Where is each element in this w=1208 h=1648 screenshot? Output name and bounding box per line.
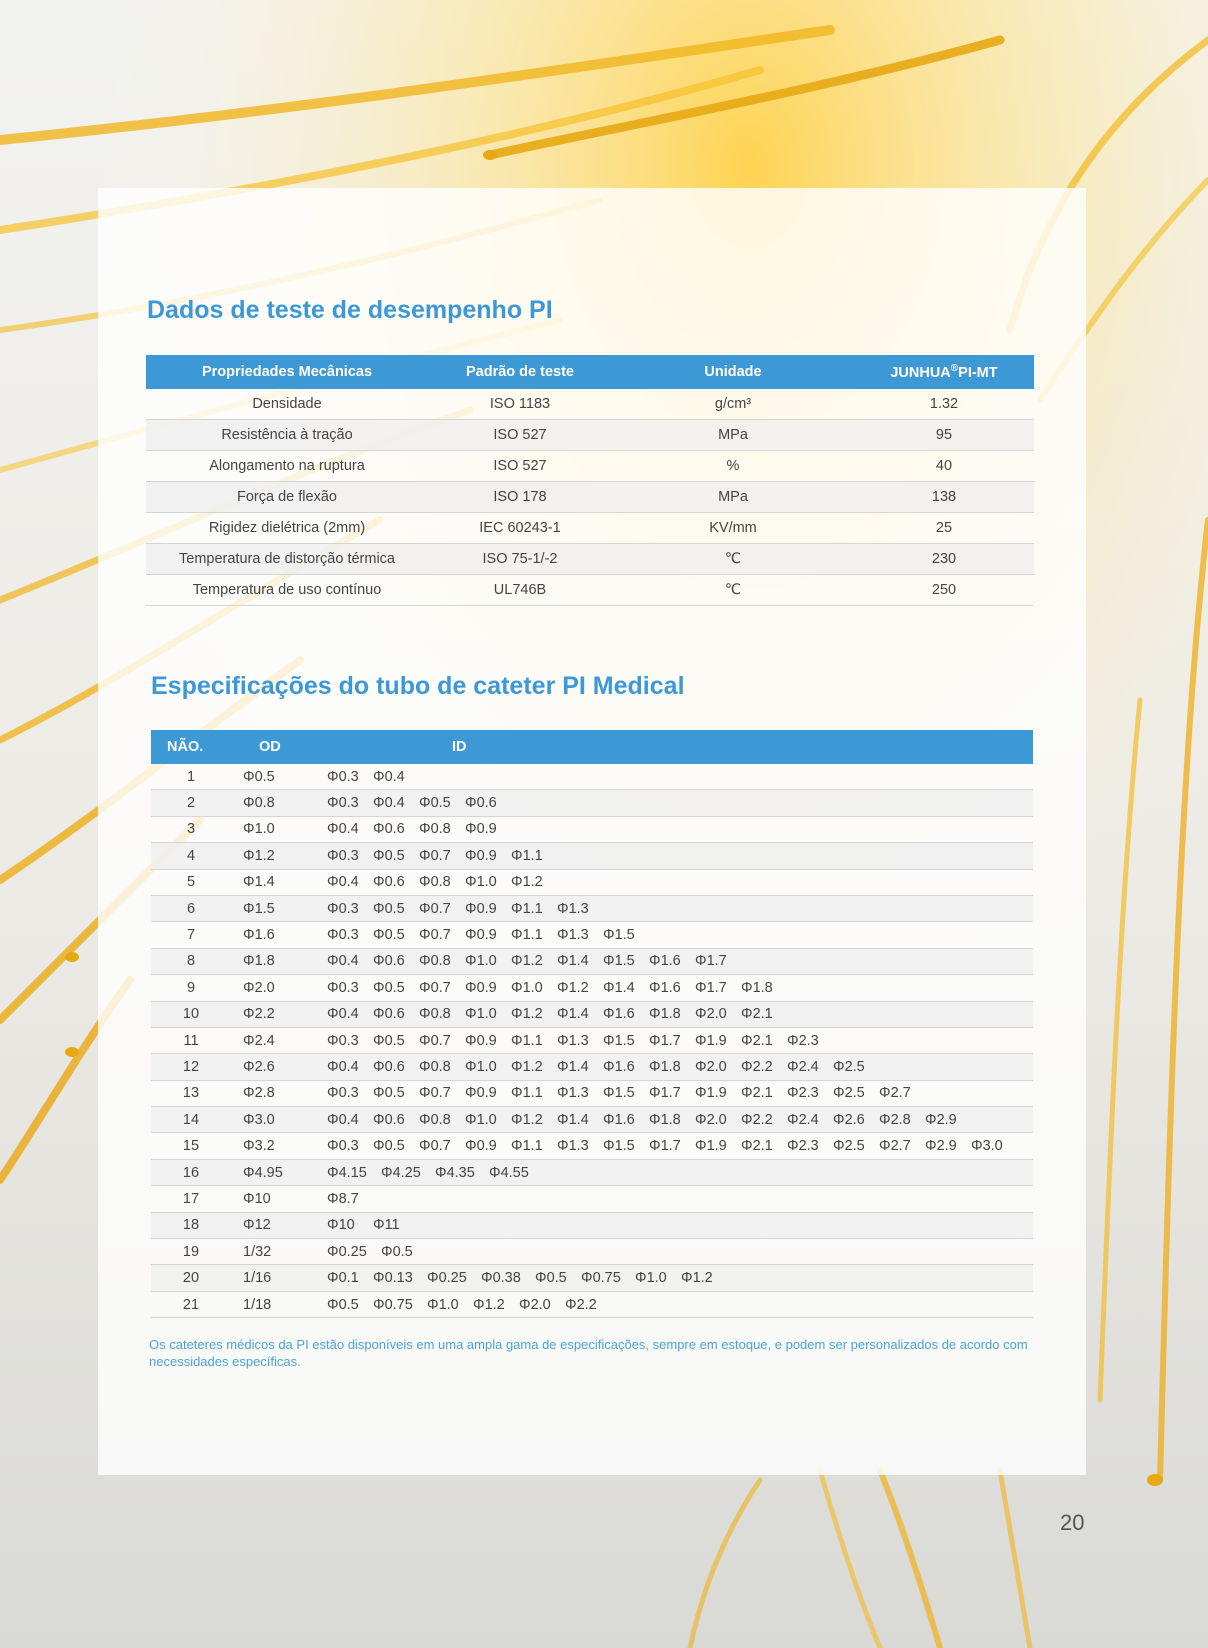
id-value: Φ2.6 [833, 1111, 865, 1128]
performance-cell-unit: % [612, 451, 854, 482]
header-property: Propriedades Mecânicas [146, 355, 428, 389]
id-value: Φ1.1 [511, 1138, 543, 1155]
performance-cell-unit: KV/mm [612, 513, 854, 544]
id-value: Φ0.3 [327, 847, 359, 864]
specs-row [151, 922, 1033, 948]
specs-cell-id [327, 790, 1033, 816]
id-value: Φ0.5 [535, 1270, 567, 1287]
performance-cell-unit: MPa [612, 420, 854, 451]
id-value: Φ0.3 [327, 795, 359, 812]
specs-cell-od: Φ2.8 [231, 1080, 327, 1106]
specs-cell-no: 14 [151, 1107, 231, 1133]
specs-row [151, 790, 1033, 816]
specs-cell-od: Φ3.2 [231, 1133, 327, 1159]
specs-cell-od: Φ1.5 [231, 895, 327, 921]
specs-cell-id [327, 1107, 1033, 1133]
id-value: Φ0.3 [327, 1138, 359, 1155]
id-value: Φ0.4 [327, 953, 359, 970]
specs-cell-id [327, 1054, 1033, 1080]
specs-cell-od: Φ2.0 [231, 975, 327, 1001]
specs-row [151, 1107, 1033, 1133]
specs-cell-id [327, 1239, 1033, 1265]
performance-cell-unit: g/cm³ [612, 389, 854, 420]
header-brand [854, 355, 1034, 389]
id-value: Φ1.8 [649, 1058, 681, 1075]
id-value: Φ1.0 [465, 953, 497, 970]
specs-row [151, 764, 1033, 790]
performance-header-row [146, 355, 1034, 389]
specs-cell-no: 9 [151, 975, 231, 1001]
specs-cell-no: 19 [151, 1239, 231, 1265]
specs-cell-no: 7 [151, 922, 231, 948]
performance-row [146, 389, 1034, 420]
specs-cell-no: 16 [151, 1159, 231, 1185]
id-value: Φ2.0 [695, 1058, 727, 1075]
id-value: Φ0.9 [465, 979, 497, 996]
specs-cell-od: Φ1.8 [231, 948, 327, 974]
id-value: Φ8.7 [327, 1190, 359, 1207]
id-value: Φ0.5 [373, 927, 405, 944]
brand-suffix: PI-MT [958, 364, 998, 381]
specs-title: Especificações do tubo de cateter PI Medical [151, 672, 685, 700]
id-value: Φ10 [327, 1217, 355, 1234]
id-value: Φ1.3 [557, 1032, 589, 1049]
catheter-specs-table [151, 730, 1033, 1318]
id-value: Φ0.4 [327, 1058, 359, 1075]
performance-cell-property: Rigidez dielétrica (2mm) [146, 513, 428, 544]
id-value: Φ1.2 [681, 1270, 713, 1287]
brand-name: JUNHUA [890, 364, 951, 381]
id-value: Φ2.0 [695, 1111, 727, 1128]
specs-row [151, 1239, 1033, 1265]
specs-cell-od: Φ2.6 [231, 1054, 327, 1080]
id-value: Φ0.5 [381, 1243, 413, 1260]
specs-row [151, 975, 1033, 1001]
specs-cell-id [327, 1133, 1033, 1159]
id-value: Φ1.4 [557, 1006, 589, 1023]
specs-cell-id [327, 1212, 1033, 1238]
id-value: Φ2.4 [787, 1058, 819, 1075]
id-value: Φ0.4 [327, 1006, 359, 1023]
specs-cell-id [327, 869, 1033, 895]
id-value: Φ2.2 [565, 1296, 597, 1313]
specs-cell-id [327, 922, 1033, 948]
id-value: Φ1.0 [465, 1006, 497, 1023]
id-value: Φ1.7 [649, 1085, 681, 1102]
id-value: Φ0.4 [327, 874, 359, 891]
performance-cell-unit: ℃ [612, 575, 854, 606]
id-value: Φ1.6 [603, 1006, 635, 1023]
specs-cell-od: Φ2.2 [231, 1001, 327, 1027]
id-value: Φ0.9 [465, 1032, 497, 1049]
id-value: Φ2.5 [833, 1085, 865, 1102]
id-value: Φ1.0 [465, 1111, 497, 1128]
id-value: Φ0.3 [327, 927, 359, 944]
id-value: Φ1.5 [603, 1138, 635, 1155]
specs-row [151, 948, 1033, 974]
specs-cell-id [327, 895, 1033, 921]
id-value: Φ2.8 [879, 1111, 911, 1128]
id-value: Φ2.7 [879, 1138, 911, 1155]
id-value: Φ1.9 [695, 1032, 727, 1049]
id-value: Φ1.2 [511, 1058, 543, 1075]
id-value: Φ4.35 [435, 1164, 475, 1181]
id-value: Φ0.5 [419, 795, 451, 812]
id-value: Φ1.6 [649, 979, 681, 996]
performance-cell-unit: ℃ [612, 544, 854, 575]
performance-cell-property: Temperatura de distorção térmica [146, 544, 428, 575]
id-value: Φ2.1 [741, 1032, 773, 1049]
performance-row [146, 482, 1034, 513]
id-value: Φ1.7 [695, 953, 727, 970]
performance-table [146, 355, 1034, 606]
availability-note: Os cateteres médicos da PI estão disponíveis em uma ampla gama de especificações, sempre em estoque, e podem ser personalizados de acordo com necessidades específicas. [149, 1337, 1028, 1369]
specs-row [151, 895, 1033, 921]
performance-row [146, 544, 1034, 575]
id-value: Φ0.8 [419, 1111, 451, 1128]
specs-row [151, 1133, 1033, 1159]
specs-cell-no: 13 [151, 1080, 231, 1106]
performance-cell-unit: MPa [612, 482, 854, 513]
performance-cell-property: Densidade [146, 389, 428, 420]
specs-cell-no: 6 [151, 895, 231, 921]
id-value: Φ1.2 [511, 1006, 543, 1023]
id-value: Φ0.7 [419, 927, 451, 944]
id-value: Φ0.9 [465, 847, 497, 864]
performance-row [146, 575, 1034, 606]
id-value: Φ1.2 [511, 1111, 543, 1128]
performance-cell-standard: ISO 527 [428, 420, 612, 451]
specs-header-row [151, 730, 1033, 764]
specs-row [151, 1212, 1033, 1238]
performance-cell-value: 1.32 [854, 389, 1034, 420]
specs-cell-no: 18 [151, 1212, 231, 1238]
id-value: Φ1.1 [511, 927, 543, 944]
id-value: Φ1.8 [741, 979, 773, 996]
specs-cell-od: Φ1.2 [231, 843, 327, 869]
specs-cell-od: Φ4.95 [231, 1159, 327, 1185]
id-value: Φ0.6 [373, 874, 405, 891]
id-value: Φ2.1 [741, 1006, 773, 1023]
id-value: Φ1.3 [557, 1085, 589, 1102]
id-value: Φ2.3 [787, 1085, 819, 1102]
id-value: Φ1.0 [465, 1058, 497, 1075]
performance-cell-standard: ISO 527 [428, 451, 612, 482]
id-value: Φ1.4 [557, 1058, 589, 1075]
id-value: Φ0.3 [327, 900, 359, 917]
id-value: Φ0.9 [465, 1138, 497, 1155]
id-value: Φ1.0 [635, 1270, 667, 1287]
id-value: Φ0.4 [327, 821, 359, 838]
header-id: ID [327, 730, 1033, 764]
specs-cell-od: Φ10 [231, 1186, 327, 1212]
id-value: Φ0.8 [419, 953, 451, 970]
id-value: Φ0.7 [419, 847, 451, 864]
header-standard: Padrão de teste [428, 355, 612, 389]
performance-cell-property: Força de flexão [146, 482, 428, 513]
id-value: Φ0.9 [465, 821, 497, 838]
id-value: Φ1.4 [603, 979, 635, 996]
specs-cell-id [327, 1186, 1033, 1212]
id-value: Φ0.6 [373, 821, 405, 838]
id-value: Φ4.25 [381, 1164, 421, 1181]
id-value: Φ0.5 [373, 1032, 405, 1049]
id-value: Φ2.5 [833, 1138, 865, 1155]
id-value: Φ2.1 [741, 1138, 773, 1155]
performance-cell-standard: UL746B [428, 575, 612, 606]
specs-cell-no: 10 [151, 1001, 231, 1027]
specs-row [151, 869, 1033, 895]
specs-cell-id [327, 1265, 1033, 1291]
id-value: Φ0.8 [419, 1058, 451, 1075]
id-value: Φ0.3 [327, 1032, 359, 1049]
id-value: Φ0.3 [327, 1085, 359, 1102]
id-value: Φ1.4 [557, 953, 589, 970]
id-value: Φ2.3 [787, 1138, 819, 1155]
specs-cell-id [327, 816, 1033, 842]
id-value: Φ1.5 [603, 1085, 635, 1102]
id-value: Φ0.25 [327, 1243, 367, 1260]
performance-title: Dados de teste de desempenho PI [147, 296, 553, 324]
specs-row [151, 1054, 1033, 1080]
id-value: Φ1.0 [427, 1296, 459, 1313]
id-value: Φ0.1 [327, 1270, 359, 1287]
id-value: Φ0.7 [419, 979, 451, 996]
specs-row [151, 1159, 1033, 1185]
id-value: Φ0.3 [327, 768, 359, 785]
specs-row [151, 816, 1033, 842]
id-value: Φ0.4 [373, 768, 405, 785]
id-value: Φ2.4 [787, 1111, 819, 1128]
performance-cell-value: 40 [854, 451, 1034, 482]
performance-cell-standard: ISO 75-1/-2 [428, 544, 612, 575]
id-value: Φ1.7 [649, 1032, 681, 1049]
id-value: Φ0.5 [373, 1138, 405, 1155]
id-value: Φ0.4 [373, 795, 405, 812]
id-value: Φ0.5 [373, 979, 405, 996]
id-value: Φ0.9 [465, 927, 497, 944]
id-value: Φ1.2 [473, 1296, 505, 1313]
specs-cell-od: Φ12 [231, 1212, 327, 1238]
specs-cell-id [327, 1159, 1033, 1185]
id-value: Φ0.8 [419, 1006, 451, 1023]
specs-cell-id [327, 843, 1033, 869]
specs-cell-od: Φ1.6 [231, 922, 327, 948]
id-value: Φ1.8 [649, 1111, 681, 1128]
specs-cell-no: 8 [151, 948, 231, 974]
id-value: Φ1.9 [695, 1138, 727, 1155]
id-value: Φ0.5 [373, 847, 405, 864]
specs-cell-od: 1/16 [231, 1265, 327, 1291]
id-value: Φ0.5 [373, 900, 405, 917]
id-value: Φ1.1 [511, 900, 543, 917]
performance-row [146, 451, 1034, 482]
id-value: Φ0.6 [373, 1006, 405, 1023]
id-value: Φ0.9 [465, 900, 497, 917]
id-value: Φ1.6 [603, 1058, 635, 1075]
specs-row [151, 1186, 1033, 1212]
performance-cell-property: Resistência à tração [146, 420, 428, 451]
performance-cell-property: Alongamento na ruptura [146, 451, 428, 482]
id-value: Φ0.7 [419, 1138, 451, 1155]
performance-cell-value: 138 [854, 482, 1034, 513]
page-number: 20 [1060, 1510, 1085, 1535]
id-value: Φ0.13 [373, 1270, 413, 1287]
id-value: Φ0.4 [327, 1111, 359, 1128]
specs-cell-od: Φ1.4 [231, 869, 327, 895]
id-value: Φ1.6 [603, 1111, 635, 1128]
id-value: Φ0.7 [419, 900, 451, 917]
id-value: Φ1.4 [557, 1111, 589, 1128]
id-value: Φ1.2 [511, 953, 543, 970]
id-value: Φ2.5 [833, 1058, 865, 1075]
specs-cell-od: Φ3.0 [231, 1107, 327, 1133]
performance-cell-value: 230 [854, 544, 1034, 575]
id-value: Φ0.3 [327, 979, 359, 996]
specs-row [151, 1291, 1033, 1317]
id-value: Φ1.8 [649, 1006, 681, 1023]
id-value: Φ1.2 [557, 979, 589, 996]
performance-cell-value: 250 [854, 575, 1034, 606]
performance-cell-standard: ISO 1183 [428, 389, 612, 420]
performance-cell-standard: ISO 178 [428, 482, 612, 513]
id-value: Φ2.9 [925, 1111, 957, 1128]
specs-cell-od: 1/32 [231, 1239, 327, 1265]
id-value: Φ2.0 [695, 1006, 727, 1023]
specs-cell-no: 4 [151, 843, 231, 869]
id-value: Φ2.9 [925, 1138, 957, 1155]
performance-cell-property: Temperatura de uso contínuo [146, 575, 428, 606]
specs-cell-id [327, 1001, 1033, 1027]
specs-row [151, 1265, 1033, 1291]
id-value: Φ2.2 [741, 1058, 773, 1075]
id-value: Φ1.2 [511, 874, 543, 891]
id-value: Φ1.6 [649, 953, 681, 970]
id-value: Φ1.3 [557, 900, 589, 917]
id-value: Φ1.5 [603, 1032, 635, 1049]
id-value: Φ0.9 [465, 1085, 497, 1102]
specs-cell-od: Φ0.8 [231, 790, 327, 816]
id-value: Φ0.5 [373, 1085, 405, 1102]
specs-cell-no: 21 [151, 1291, 231, 1317]
specs-cell-id [327, 975, 1033, 1001]
id-value: Φ1.3 [557, 927, 589, 944]
specs-cell-od: Φ2.4 [231, 1027, 327, 1053]
specs-row [151, 1080, 1033, 1106]
id-value: Φ0.38 [481, 1270, 521, 1287]
id-value: Φ1.5 [603, 953, 635, 970]
id-value: Φ0.75 [581, 1270, 621, 1287]
specs-cell-id [327, 764, 1033, 790]
specs-row [151, 843, 1033, 869]
id-value: Φ1.1 [511, 1032, 543, 1049]
performance-row [146, 513, 1034, 544]
specs-cell-id [327, 1027, 1033, 1053]
id-value: Φ1.5 [603, 927, 635, 944]
id-value: Φ1.0 [511, 979, 543, 996]
id-value: Φ1.1 [511, 847, 543, 864]
id-value: Φ1.3 [557, 1138, 589, 1155]
header-unit: Unidade [612, 355, 854, 389]
id-value: Φ0.6 [373, 1111, 405, 1128]
id-value: Φ2.0 [519, 1296, 551, 1313]
id-value: Φ2.7 [879, 1085, 911, 1102]
specs-cell-no: 17 [151, 1186, 231, 1212]
specs-cell-no: 20 [151, 1265, 231, 1291]
specs-cell-od: Φ1.0 [231, 816, 327, 842]
id-value: Φ4.15 [327, 1164, 367, 1181]
header-no: NÃO. [151, 730, 231, 764]
specs-cell-no: 1 [151, 764, 231, 790]
specs-cell-no: 2 [151, 790, 231, 816]
performance-row [146, 420, 1034, 451]
id-value: Φ2.3 [787, 1032, 819, 1049]
specs-cell-no: 3 [151, 816, 231, 842]
id-value: Φ2.2 [741, 1111, 773, 1128]
id-value: Φ0.5 [327, 1296, 359, 1313]
id-value: Φ1.9 [695, 1085, 727, 1102]
specs-row [151, 1001, 1033, 1027]
id-value: Φ1.1 [511, 1085, 543, 1102]
id-value: Φ1.0 [465, 874, 497, 891]
specs-cell-no: 5 [151, 869, 231, 895]
id-value: Φ4.55 [489, 1164, 529, 1181]
specs-cell-od: Φ0.5 [231, 764, 327, 790]
id-value: Φ0.8 [419, 821, 451, 838]
id-value: Φ1.7 [649, 1138, 681, 1155]
id-value: Φ11 [373, 1217, 400, 1234]
performance-cell-value: 25 [854, 513, 1034, 544]
specs-cell-id [327, 1080, 1033, 1106]
specs-cell-no: 12 [151, 1054, 231, 1080]
specs-cell-no: 11 [151, 1027, 231, 1053]
header-od: OD [231, 730, 327, 764]
id-value: Φ2.1 [741, 1085, 773, 1102]
specs-cell-id [327, 1291, 1033, 1317]
id-value: Φ0.7 [419, 1032, 451, 1049]
id-value: Φ0.8 [419, 874, 451, 891]
performance-cell-standard: IEC 60243-1 [428, 513, 612, 544]
id-value: Φ0.75 [373, 1296, 413, 1313]
id-value: Φ0.6 [373, 953, 405, 970]
id-value: Φ0.7 [419, 1085, 451, 1102]
performance-cell-value: 95 [854, 420, 1034, 451]
id-value: Φ0.25 [427, 1270, 467, 1287]
specs-cell-no: 15 [151, 1133, 231, 1159]
specs-cell-od: 1/18 [231, 1291, 327, 1317]
specs-row [151, 1027, 1033, 1053]
id-value: Φ3.0 [971, 1138, 1003, 1155]
id-value: Φ0.6 [465, 795, 497, 812]
specs-cell-id [327, 948, 1033, 974]
id-value: Φ0.6 [373, 1058, 405, 1075]
registered-mark: ® [950, 363, 959, 375]
id-value: Φ1.7 [695, 979, 727, 996]
